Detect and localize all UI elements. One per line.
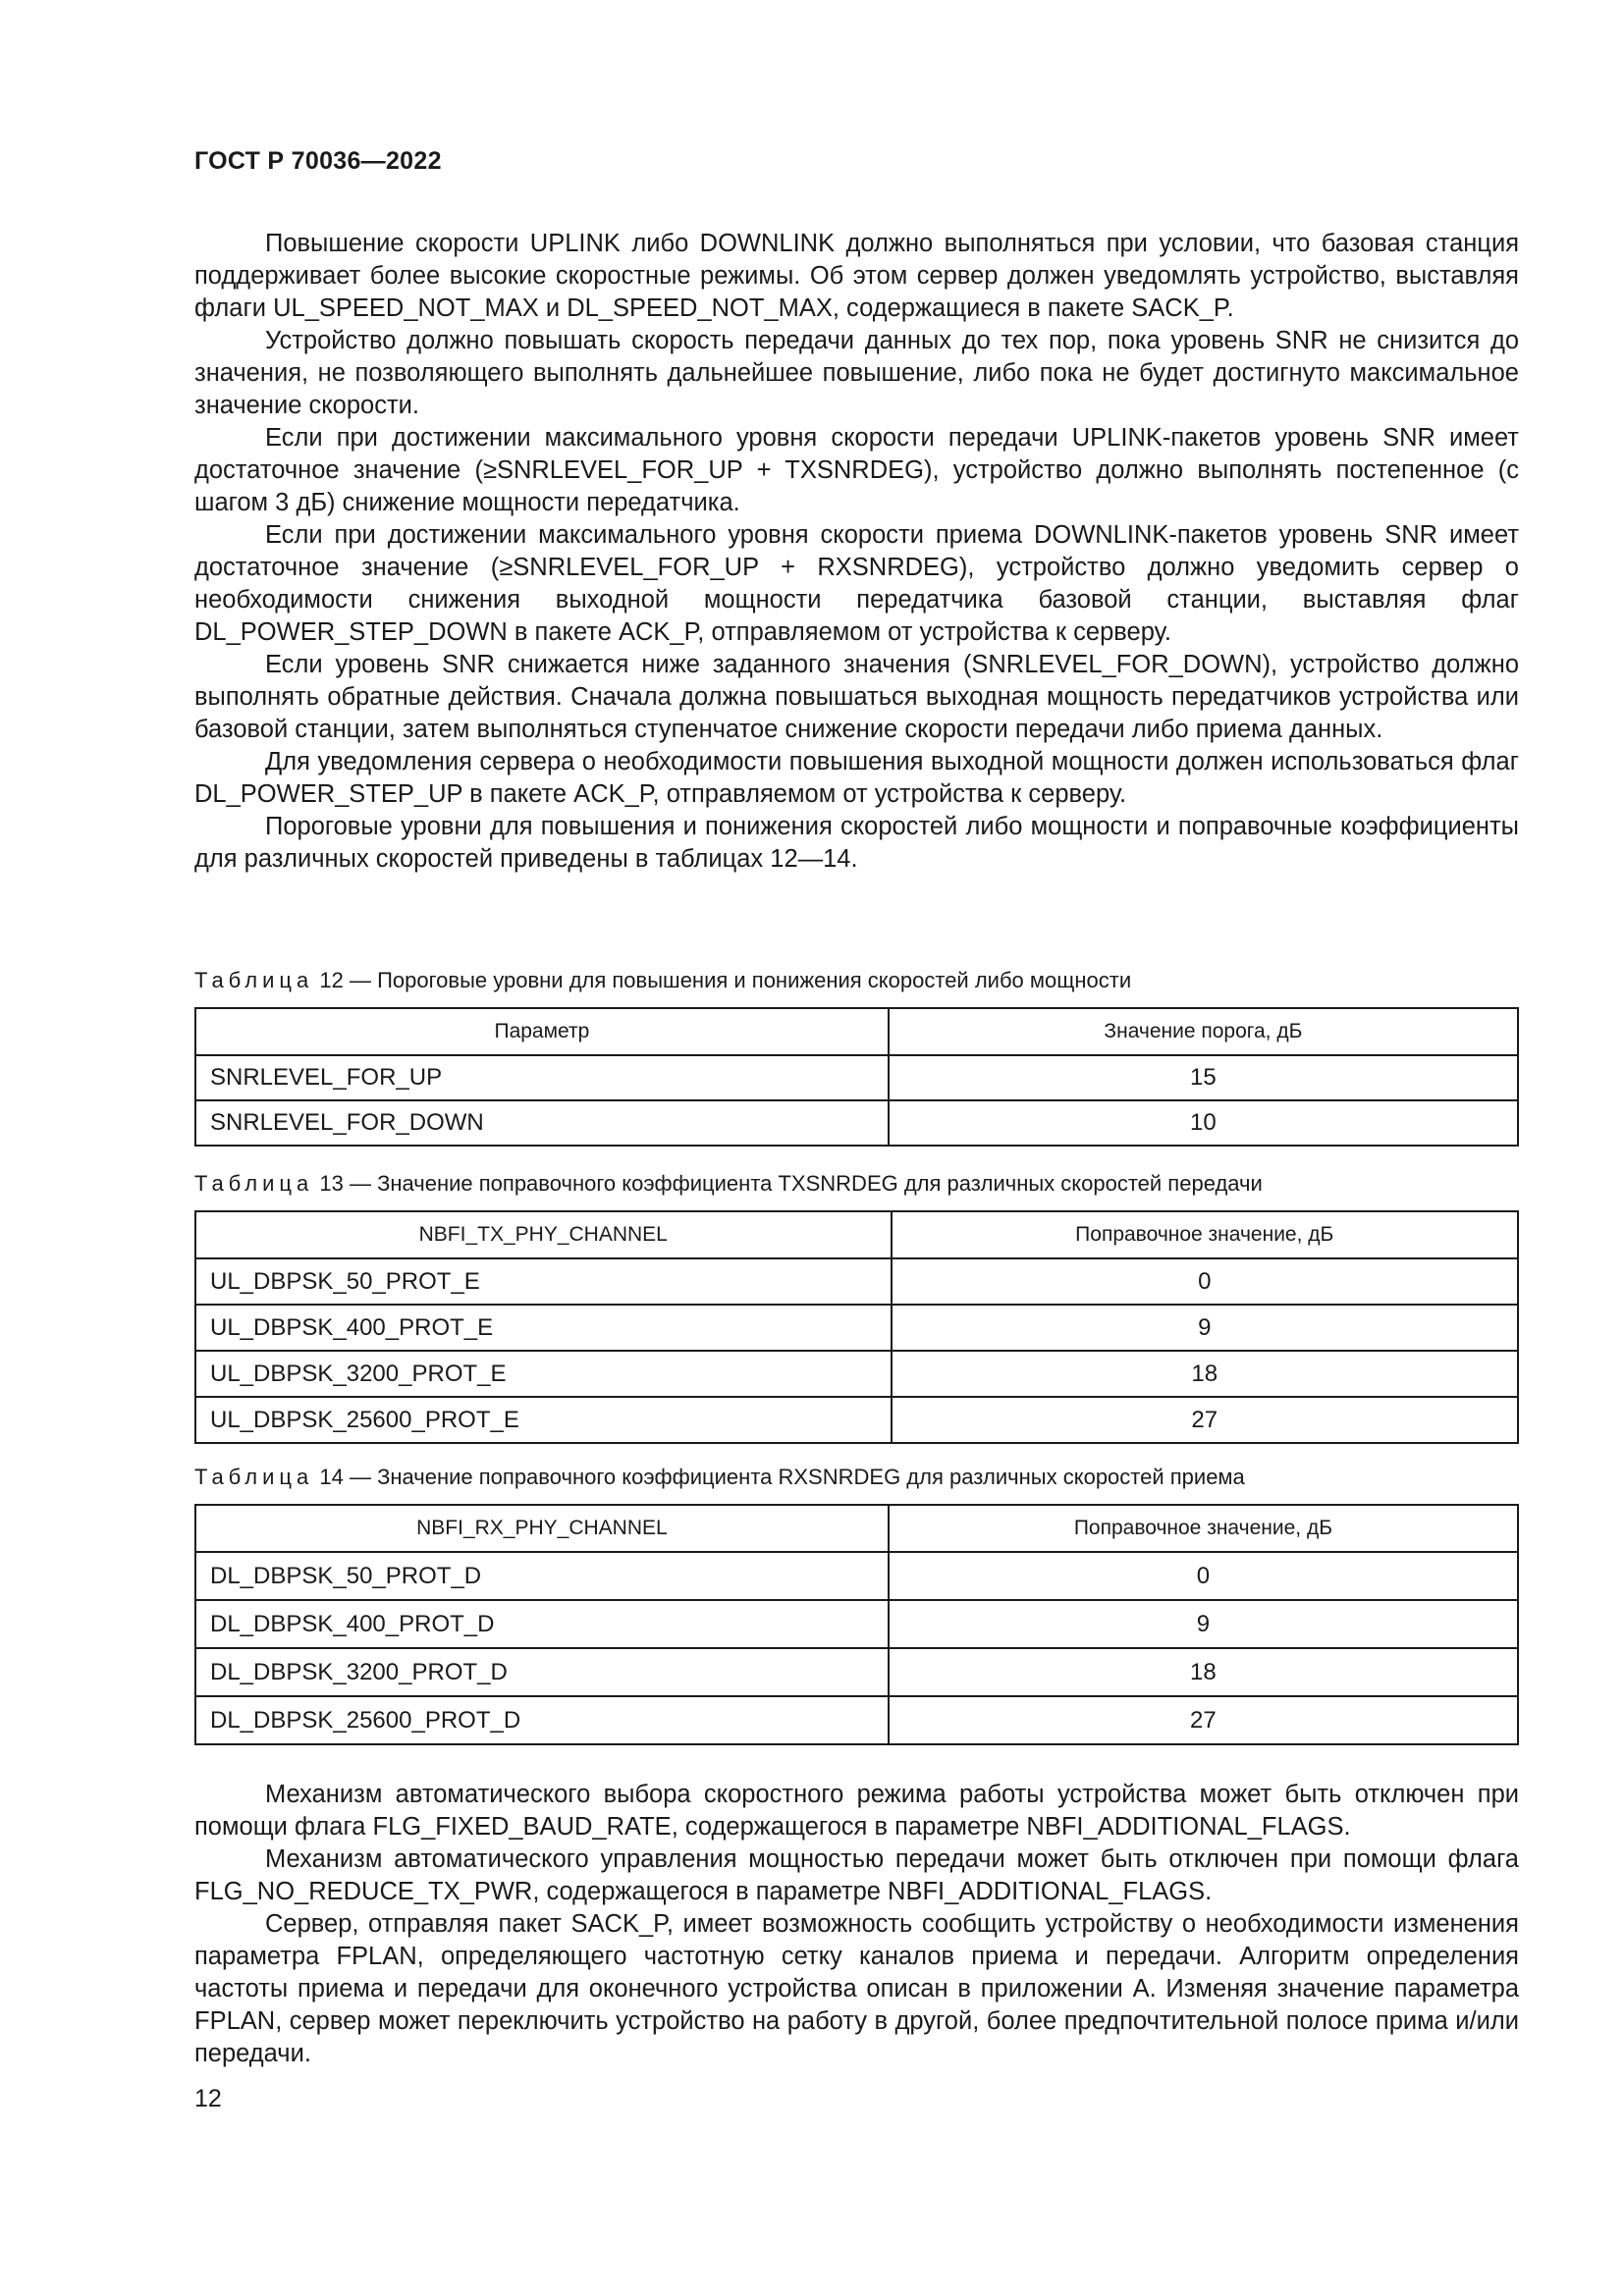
table-cell: SNRLEVEL_FOR_UP: [195, 1055, 889, 1100]
table-caption: [194, 1463, 1519, 1492]
table-cell: UL_DBPSK_50_PROT_E: [195, 1258, 892, 1305]
table-cell: DL_DBPSK_3200_PROT_D: [195, 1648, 889, 1696]
table-header-cell: NBFI_RX_PHY_CHANNEL: [195, 1505, 889, 1552]
table-label: Таблица: [194, 1171, 314, 1196]
table-13-block: [194, 1169, 1519, 1444]
table-12: [194, 1007, 1519, 1147]
table-cell: DL_DBPSK_25600_PROT_D: [195, 1696, 889, 1744]
table-cell: 15: [889, 1055, 1518, 1100]
table-row: [195, 1055, 1518, 1100]
table-header-cell: Поправочное значение, дБ: [892, 1211, 1518, 1258]
table-label: Таблица: [194, 1465, 314, 1489]
table-header-cell: Значение порога, дБ: [889, 1008, 1518, 1055]
table-row: [195, 1696, 1518, 1744]
paragraph: Устройство должно повышать скорость передачи данных до тех пор, пока уровень SNR не снизится до значения, не позволяющего выполнять дальнейшее повышение, либо пока не будет достигнуто максимальное значение скорости.: [194, 327, 1519, 419]
intro-text: [194, 228, 1519, 876]
page-number: 12: [194, 2085, 222, 2112]
table-caption: [194, 966, 1519, 995]
table-row: [195, 1100, 1518, 1146]
table-cell: 18: [892, 1351, 1518, 1397]
table-cell: DL_DBPSK_50_PROT_D: [195, 1552, 889, 1600]
table-label: Таблица: [194, 968, 314, 992]
table-13: [194, 1210, 1519, 1444]
table-cell: 9: [889, 1600, 1518, 1648]
table-cell: 27: [892, 1397, 1518, 1443]
table-cell: 0: [892, 1258, 1518, 1305]
table-cell: DL_DBPSK_400_PROT_D: [195, 1600, 889, 1648]
table-cell: 18: [889, 1648, 1518, 1696]
table-cell: 0: [889, 1552, 1518, 1600]
table-row: [195, 1305, 1518, 1351]
table-cell: SNRLEVEL_FOR_DOWN: [195, 1100, 889, 1146]
table-row: [195, 1397, 1518, 1443]
table-row: [195, 1351, 1518, 1397]
paragraph: Если при достижении максимального уровня скорости передачи UPLINK-пакетов уровень SNR имеет достаточное значение (≥SNRLEVEL_FOR_UP + TXSNRDEG), устройство должно выполнять постепенное (с шагом 3 дБ) снижение мощности передатчика.: [194, 424, 1519, 516]
paragraph: Механизм автоматического управления мощностью передачи может быть отключен при помощи флага FLG_NO_REDUCE_TX_PWR, содержащегося в параметре NBFI_ADDITIONAL_FLAGS.: [194, 1845, 1519, 1905]
paragraph: Для уведомления сервера о необходимости повышения выходной мощности должен использоваться флаг DL_POWER_STEP_UP в пакете ACK_P, отправляемом от устройства к серверу.: [194, 748, 1519, 808]
table-caption: [194, 1169, 1519, 1199]
table-header-cell: Поправочное значение, дБ: [889, 1505, 1518, 1552]
outro-text: [194, 1779, 1519, 2070]
document-header: ГОСТ Р 70036—2022: [194, 147, 442, 175]
table-14: [194, 1504, 1519, 1745]
paragraph: Если уровень SNR снижается ниже заданного значения (SNRLEVEL_FOR_DOWN), устройство должно выполнять обратные действия. Сначала должна повышаться выходная мощность передатчиков устройства или базовой станции, затем выполняться ступенчатое снижение скорости передачи либо приема данных.: [194, 651, 1519, 743]
table-header-cell: Параметр: [195, 1008, 889, 1055]
table-row: [195, 1258, 1518, 1305]
table-caption-text: 14 — Значение поправочного коэффициента RXSNRDEG для различных скоростей приема: [319, 1465, 1245, 1489]
table-caption-text: 13 — Значение поправочного коэффициента TXSNRDEG для различных скоростей передачи: [319, 1171, 1263, 1196]
table-14-block: [194, 1463, 1519, 1745]
paragraph: Пороговые уровни для повышения и понижения скоростей либо мощности и поправочные коэффициенты для различных скоростей приведены в таблицах 12—14.: [194, 813, 1519, 873]
paragraph: Механизм автоматического выбора скоростного режима работы устройства может быть отключен при помощи флага FLG_FIXED_BAUD_RATE, содержащегося в параметре NBFI_ADDITIONAL_FLAGS.: [194, 1781, 1519, 1841]
table-header-cell: NBFI_TX_PHY_CHANNEL: [195, 1211, 892, 1258]
table-caption-text: 12 — Пороговые уровни для повышения и понижения скоростей либо мощности: [319, 968, 1132, 992]
table-cell: UL_DBPSK_400_PROT_E: [195, 1305, 892, 1351]
table-cell: 9: [892, 1305, 1518, 1351]
table-cell: 27: [889, 1696, 1518, 1744]
paragraph: Сервер, отправляя пакет SACK_P, имеет возможность сообщить устройству о необходимости изменения параметра FPLAN, определяющего частотную сетку каналов приема и передачи. Алгоритм определения частоты приема и передачи для оконечного устройства описан в приложении А. Изменяя значение параметра FPLAN, сервер может переключить устройство на работу в другой, более предпочтительной полосе прима и/или передачи.: [194, 1910, 1519, 2067]
table-cell: 10: [889, 1100, 1518, 1146]
table-cell: UL_DBPSK_3200_PROT_E: [195, 1351, 892, 1397]
paragraph: Повышение скорости UPLINK либо DOWNLINK должно выполняться при условии, что базовая станция поддерживает более высокие скоростные режимы. Об этом сервер должен уведомлять устройство, выставляя флаги UL_SPEED_NOT_MAX и DL_SPEED_NOT_MAX, содержащиеся в пакете SACK_P.: [194, 230, 1519, 322]
table-12-block: [194, 966, 1519, 1147]
paragraph: Если при достижении максимального уровня скорости приема DOWNLINK-пакетов уровень SNR имеет достаточное значение (≥SNRLEVEL_FOR_UP + RXSNRDEG), устройство должно уведомить сервер о необходимости снижения выходной мощности передатчика базовой станции, выставляя флаг DL_POWER_STEP_DOWN в пакете ACK_P, отправляемом от устройства к серверу.: [194, 521, 1519, 646]
table-row: [195, 1552, 1518, 1600]
table-row: [195, 1648, 1518, 1696]
table-cell: UL_DBPSK_25600_PROT_E: [195, 1397, 892, 1443]
table-row: [195, 1600, 1518, 1648]
